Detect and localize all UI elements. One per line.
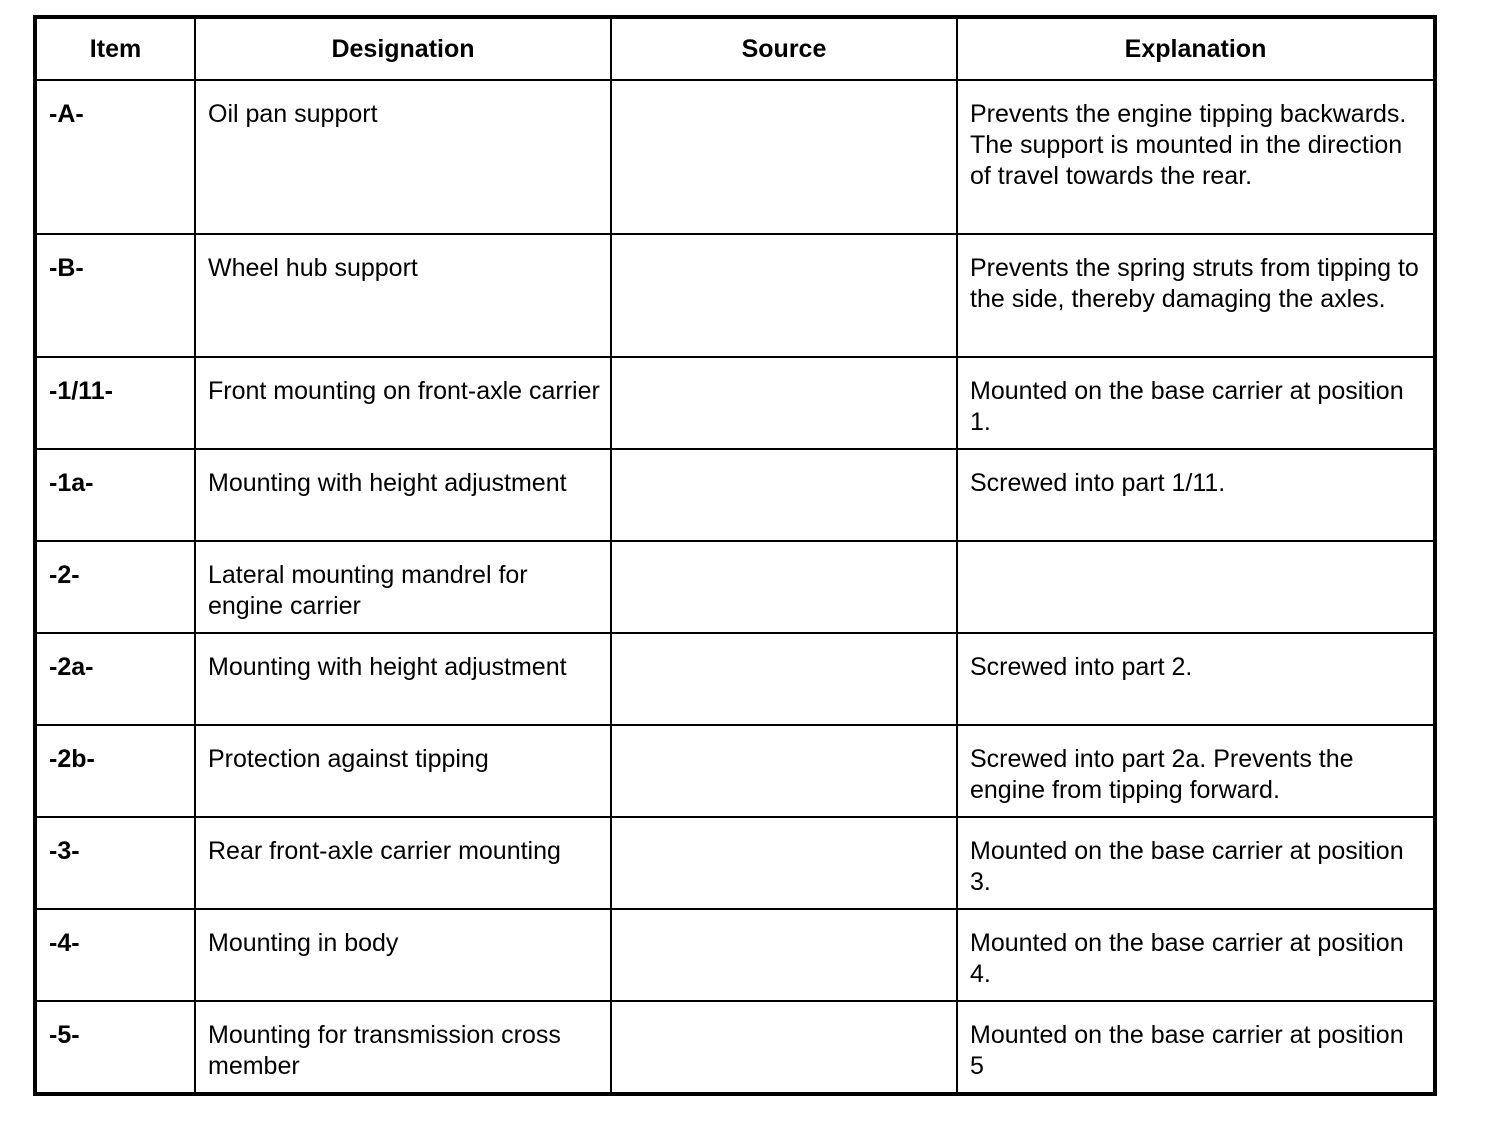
cell-source — [611, 817, 957, 909]
table-row — [35, 1001, 1435, 1094]
parts-table — [33, 15, 1437, 1096]
cell-designation: Wheel hub support — [195, 234, 611, 357]
cell-designation: Mounting in body — [195, 909, 611, 1001]
cell-source — [611, 80, 957, 234]
cell-item: -2a- — [35, 633, 195, 725]
cell-source — [611, 909, 957, 1001]
cell-item: -5- — [35, 1001, 195, 1094]
cell-designation: Front mounting on front-axle carrier — [195, 357, 611, 449]
cell-item: -B- — [35, 234, 195, 357]
cell-item: -2b- — [35, 725, 195, 817]
cell-explanation: Screwed into part 2a. Prevents the engine from tipping forward. — [957, 725, 1435, 817]
cell-designation: Lateral mounting mandrel for engine carrier — [195, 541, 611, 633]
table-row — [35, 80, 1435, 234]
table-row — [35, 725, 1435, 817]
cell-source — [611, 541, 957, 633]
cell-item: -1/11- — [35, 357, 195, 449]
cell-explanation: Mounted on the base carrier at position 4. — [957, 909, 1435, 1001]
header-explanation: Explanation — [957, 17, 1435, 80]
table-row — [35, 541, 1435, 633]
table-row — [35, 449, 1435, 541]
cell-explanation: Screwed into part 1/11. — [957, 449, 1435, 541]
cell-explanation: Mounted on the base carrier at position 3. — [957, 817, 1435, 909]
cell-designation: Mounting with height adjustment — [195, 449, 611, 541]
cell-explanation: Prevents the spring struts from tipping to the side, thereby damaging the axles. — [957, 234, 1435, 357]
table-row — [35, 909, 1435, 1001]
cell-explanation — [957, 541, 1435, 633]
cell-source — [611, 1001, 957, 1094]
cell-designation: Oil pan support — [195, 80, 611, 234]
cell-explanation: Prevents the engine tipping backwards. The support is mounted in the direction of travel towards the rear. — [957, 80, 1435, 234]
cell-item: -2- — [35, 541, 195, 633]
cell-designation: Rear front-axle carrier mounting — [195, 817, 611, 909]
cell-source — [611, 633, 957, 725]
cell-explanation: Mounted on the base carrier at position 5 — [957, 1001, 1435, 1094]
cell-explanation: Screwed into part 2. — [957, 633, 1435, 725]
header-item: Item — [35, 17, 195, 80]
cell-explanation: Mounted on the base carrier at position 1. — [957, 357, 1435, 449]
cell-source — [611, 725, 957, 817]
cell-source — [611, 449, 957, 541]
table-header-row — [35, 17, 1435, 80]
cell-item: -1a- — [35, 449, 195, 541]
cell-source — [611, 357, 957, 449]
table-row — [35, 817, 1435, 909]
cell-designation: Mounting for transmission cross member — [195, 1001, 611, 1094]
cell-source — [611, 234, 957, 357]
cell-item: -A- — [35, 80, 195, 234]
cell-item: -4- — [35, 909, 195, 1001]
header-source: Source — [611, 17, 957, 80]
cell-designation: Mounting with height adjustment — [195, 633, 611, 725]
cell-designation: Protection against tipping — [195, 725, 611, 817]
header-designation: Designation — [195, 17, 611, 80]
table-row — [35, 234, 1435, 357]
table-row — [35, 357, 1435, 449]
cell-item: -3- — [35, 817, 195, 909]
table-row — [35, 633, 1435, 725]
